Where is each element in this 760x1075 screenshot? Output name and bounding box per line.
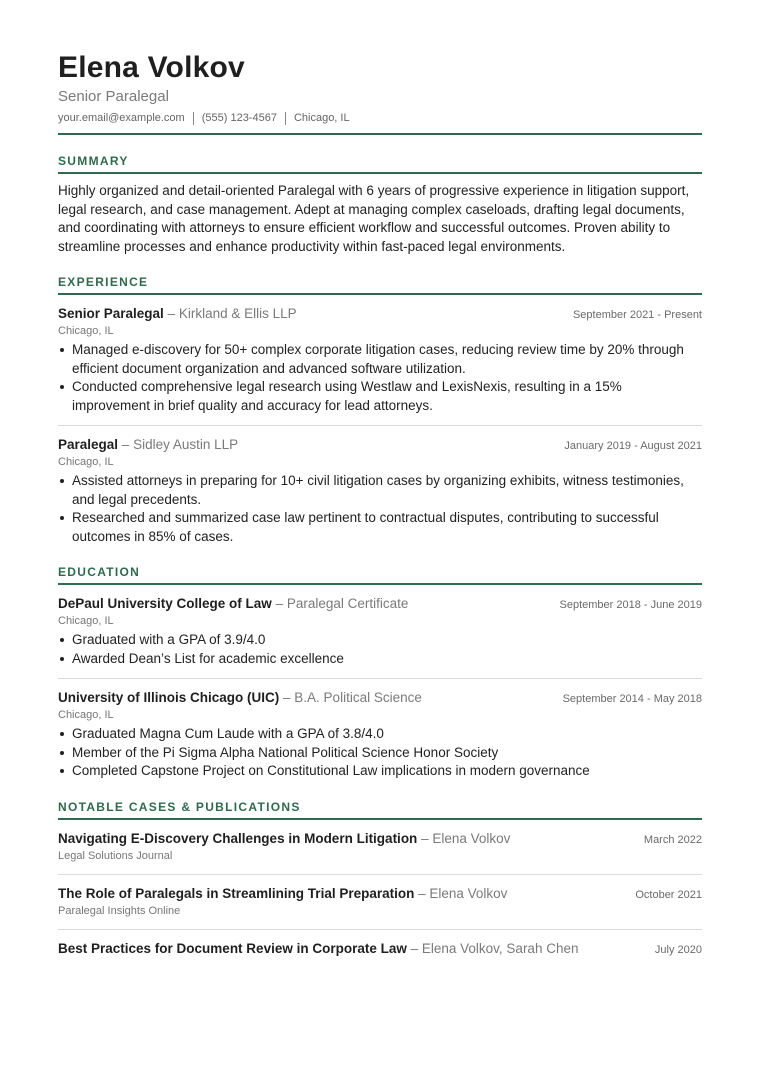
education-location: Chicago, IL	[58, 709, 114, 721]
experience-entry	[58, 425, 702, 546]
summary-heading: SUMMARY	[58, 154, 702, 174]
candidate-name: Elena Volkov	[58, 51, 245, 84]
candidate-title: Senior Paralegal	[58, 88, 169, 105]
education-dates: September 2018 - June 2019	[559, 599, 702, 611]
entry-header	[58, 939, 702, 958]
experience-entry	[58, 295, 702, 415]
school-name: University of Illinois Chicago (UIC)	[58, 690, 280, 705]
job-role: Paralegal	[58, 437, 119, 452]
entry-title: University of Illinois Chicago (UIC) – B.A. Political Science	[58, 690, 422, 705]
publications-section	[58, 800, 702, 958]
publication-venue: Paralegal Insights Online	[58, 904, 181, 917]
publication-entry	[58, 874, 702, 919]
entry-title: Navigating E-Discovery Challenges in Modern Litigation – Elena Volkov	[58, 830, 511, 846]
publication-venue: Legal Solutions Journal	[58, 849, 173, 862]
publication-authors: Elena Volkov	[432, 830, 511, 846]
entry-header	[58, 884, 702, 903]
degree-name: B.A. Political Science	[294, 690, 422, 705]
publication-title: The Role of Paralegals in Streamlining Trial Preparation	[58, 885, 415, 901]
header-divider	[58, 133, 702, 135]
job-dates: January 2019 - August 2021	[564, 440, 702, 452]
education-entry	[58, 678, 702, 781]
publication-authors: Elena Volkov, Sarah Chen	[421, 940, 579, 956]
job-bullets	[58, 341, 702, 415]
job-role: Senior Paralegal	[58, 306, 164, 321]
education-location: Chicago, IL	[58, 615, 114, 627]
publication-date: October 2021	[635, 888, 702, 901]
summary-text: Highly organized and detail-oriented Paralegal with 6 years of progressive experience in litigation support, legal research, and case management. Adept at managing complex caseloads, drafting legal documents, and coordinating with attorneys to ensure efficient workflow and successful outcomes. Proven ability to streamline processes and enhance productivity within fast-paced legal environments.	[58, 183, 690, 254]
education-bullets	[58, 725, 702, 781]
publications-heading: NOTABLE CASES & PUBLICATIONS	[58, 800, 702, 820]
contact-line	[58, 110, 702, 126]
contact-separator	[285, 112, 286, 125]
bullet-item: Awarded Dean’s List for academic excellence	[58, 650, 702, 669]
entry-header	[58, 304, 702, 323]
resume-header	[58, 50, 702, 135]
publication-authors: Elena Volkov	[429, 885, 508, 901]
degree-name: Paralegal Certificate	[286, 596, 409, 611]
job-location: Chicago, IL	[58, 456, 114, 468]
job-company: Sidley Austin LLP	[133, 437, 239, 452]
bullet-item: Completed Capstone Project on Constitutional Law implications in modern governance	[58, 762, 702, 781]
entry-title: The Role of Paralegals in Streamlining Trial Preparation – Elena Volkov	[58, 885, 508, 901]
bullet-item: Graduated with a GPA of 3.9/4.0	[58, 631, 702, 650]
job-location: Chicago, IL	[58, 325, 114, 337]
contact-email[interactable]: your.email@example.com	[58, 112, 185, 124]
contact-location: Chicago, IL	[293, 112, 350, 124]
entry-title: Senior Paralegal – Kirkland & Ellis LLP	[58, 306, 297, 321]
entry-title: Paralegal – Sidley Austin LLP	[58, 437, 239, 452]
education-dates: September 2014 - May 2018	[562, 693, 702, 705]
education-entry	[58, 585, 702, 668]
education-bullets	[58, 631, 702, 668]
job-bullets	[58, 472, 702, 546]
entry-header	[58, 594, 702, 613]
publication-entry	[58, 820, 702, 864]
experience-section	[58, 275, 702, 546]
job-dates: September 2021 - Present	[572, 309, 702, 321]
bullet-item: Managed e-discovery for 50+ complex corporate litigation cases, reducing review time by 20% through efficient document organization and advanced software utilization.	[58, 341, 702, 378]
contact-phone[interactable]: (555) 123-4567	[201, 112, 277, 124]
publication-title: Best Practices for Document Review in Corporate Law	[58, 940, 407, 956]
bullet-item: Researched and summarized case law pertinent to contractual disputes, contributing to successful outcomes in 85% of cases.	[58, 509, 702, 546]
school-name: DePaul University College of Law	[58, 596, 272, 611]
experience-heading: EXPERIENCE	[58, 275, 702, 295]
contact-separator	[193, 112, 194, 125]
publication-entry	[58, 929, 702, 958]
summary-section	[58, 154, 702, 256]
entry-header	[58, 435, 702, 454]
publication-date: March 2022	[643, 833, 702, 846]
publication-title: Navigating E-Discovery Challenges in Modern Litigation	[58, 830, 418, 846]
entry-title: DePaul University College of Law – Paralegal Certificate	[58, 596, 409, 611]
bullet-item: Conducted comprehensive legal research using Westlaw and LexisNexis, resulting in a 15% improvement in brief quality and accuracy for lead attorneys.	[58, 378, 702, 415]
bullet-item: Member of the Pi Sigma Alpha National Political Science Honor Society	[58, 744, 702, 763]
education-section	[58, 565, 702, 781]
bullet-item: Graduated Magna Cum Laude with a GPA of 3.8/4.0	[58, 725, 702, 744]
job-company: Kirkland & Ellis LLP	[178, 306, 297, 321]
entry-header	[58, 829, 702, 848]
entry-header	[58, 688, 702, 707]
publication-date: July 2020	[654, 943, 702, 956]
bullet-item: Assisted attorneys in preparing for 10+ civil litigation cases by organizing exhibits, witness testimonies, and legal precedents.	[58, 472, 702, 509]
entry-title: Best Practices for Document Review in Corporate Law – Elena Volkov, Sarah Chen	[58, 940, 579, 956]
education-heading: EDUCATION	[58, 565, 702, 585]
